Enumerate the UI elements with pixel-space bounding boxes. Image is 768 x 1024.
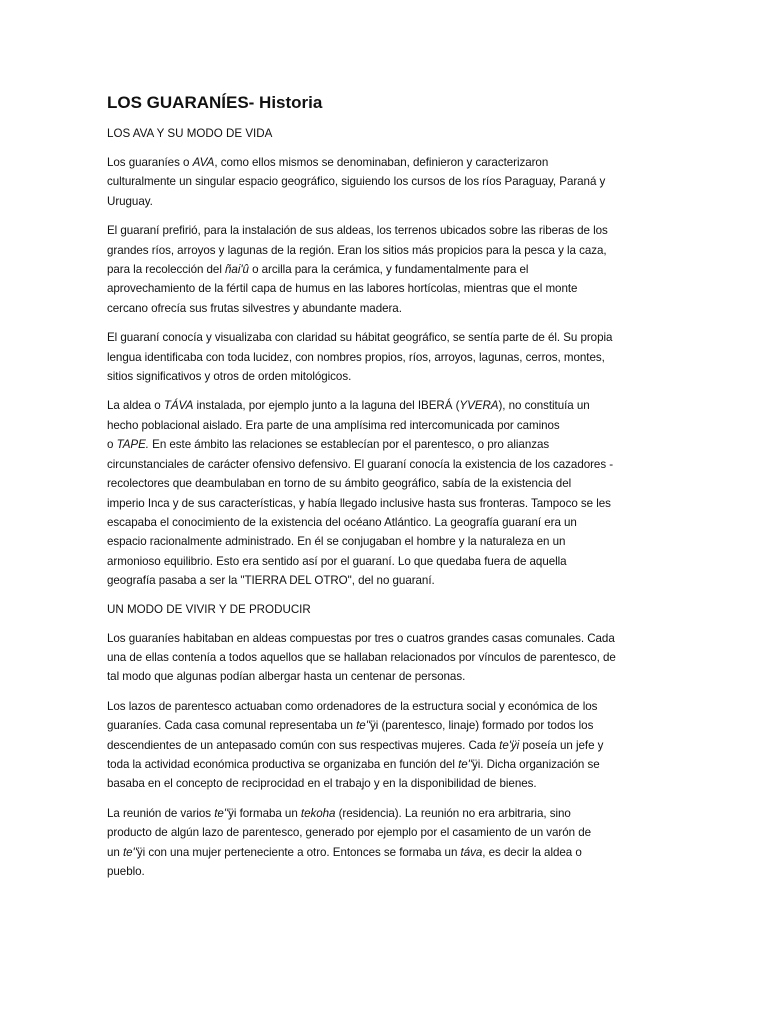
paragraph: [107, 629, 663, 687]
text-run: ), no constituía un: [498, 399, 590, 413]
text-run: cercano ofrecía sus frutas silvestres y abundante madera.: [107, 301, 402, 315]
text-line: [107, 697, 663, 716]
text-run: Los guaraníes o: [107, 156, 193, 169]
text-line: [107, 716, 663, 735]
text-line: [107, 755, 663, 774]
text-run: producto de algún lazo de parentesco, generado por ejemplo por el casamiento de un varón de: [107, 826, 592, 840]
text-run: ÿi con una mujer perteneciente a otro. Entonces se formaba un: [136, 845, 461, 859]
text-run: para la recolección del: [107, 263, 226, 277]
text-run: o arcilla para la cerámica, y fundamentalmente para el: [248, 263, 529, 277]
italic-term: TÁVA: [163, 399, 194, 413]
text-line: [107, 260, 663, 279]
text-run: pueblo.: [107, 865, 145, 878]
text-line: [107, 455, 663, 474]
text-line: [107, 532, 663, 551]
text-line: [107, 474, 663, 493]
text-line: [107, 221, 663, 240]
text-run: , es decir la aldea o: [482, 845, 582, 859]
text-run: escapaba el conocimiento de la existencia del océano Atlántico. La geografía guaraní era un: [107, 515, 577, 529]
text-run: instalada, por ejemplo junto a la laguna del IBERÁ (: [193, 399, 460, 413]
text-run: grandes ríos, arroyos y lagunas de la región. Eran los sitios más propicios para la pesca y la caza,: [107, 243, 607, 257]
text-line: [107, 513, 663, 532]
text-run: hecho poblacional aislado. Era parte de una amplísima red intercomunicada por caminos: [107, 418, 560, 432]
text-run: La reunión de varios: [107, 806, 215, 820]
text-line: [107, 367, 663, 386]
section-heading: LOS AVA Y SU MODO DE VIDA: [107, 127, 273, 140]
text-line: [107, 241, 663, 260]
text-line: [107, 153, 663, 172]
paragraph: [107, 396, 663, 590]
italic-term: tekoha: [300, 806, 336, 820]
text-run: lengua identificaba con toda lucidez, con nombres propios, ríos, arroyos, lagunas, cerros, montes,: [107, 350, 605, 364]
text-run: Los guaraníes habitaban en aldeas compuestas por tres o cuatros grandes casas comunales. Cada: [107, 631, 615, 645]
text-line: [107, 416, 663, 435]
section: [107, 601, 663, 882]
text-line: [107, 571, 663, 590]
text-run: una de ellas contenía a todos aquellos que se hallaban relacionados por vínculos de parentesco, de: [107, 650, 616, 664]
text-line: [107, 494, 663, 513]
text-line: [107, 843, 663, 862]
text-run: El guaraní conocía y visualizaba con claridad su hábitat geográfico, se sentía parte de él. Su propia: [107, 331, 613, 345]
text-line: [107, 862, 663, 881]
text-line: [107, 823, 663, 842]
text-line: [107, 279, 663, 298]
paragraph: [107, 804, 663, 882]
text-line: [107, 667, 663, 686]
text-run: En este ámbito las relaciones se establecían por el parentesco, o pro alianzas: [148, 438, 550, 452]
italic-term: TAPE.: [116, 438, 149, 452]
text-run: un: [107, 845, 123, 859]
text-run: imperio Inca y de sus características, y había llegado inclusive hasta sus fronteras. Tampoco se les: [107, 496, 611, 510]
text-run: , como ellos mismos se denominaban, definieron y caracterizaron: [214, 156, 549, 169]
text-run: ÿi (parentesco, linaje) formado por todos los: [370, 719, 594, 733]
text-run: circunstanciales de carácter ofensivo defensivo. El guaraní conocía la existencia de los cazadores -: [107, 457, 614, 471]
text-line: [107, 629, 663, 648]
italic-term: te'': [214, 806, 229, 820]
text-line: [107, 774, 663, 793]
text-run: aprovechamiento de la fértil capa de humus en las labores hortícolas, mientras que el monte: [107, 282, 578, 296]
text-run: descendientes de un antepasado común con sus respectivas mujeres. Cada: [107, 738, 500, 752]
text-run: ÿi formaba un: [228, 806, 301, 820]
italic-term: te'': [458, 757, 472, 771]
text-run: Los lazos de parentesco actuaban como ordenadores de la estructura social y económica de los: [107, 699, 598, 713]
italic-term: te'': [122, 845, 137, 859]
italic-term: AVA: [192, 156, 215, 169]
text-run: basaba en el concepto de reciprocidad en el trabajo y en la disponibilidad de bienes.: [107, 777, 537, 791]
text-run: geografía pasaba a ser la "TIERRA DEL OTRO", del no guaraní.: [107, 574, 435, 588]
text-line: [107, 435, 663, 454]
text-run: poseía un jefe y: [519, 738, 604, 752]
text-line: [107, 328, 663, 347]
text-run: espacio racionalmente administrado. En él se conjugaban el hombre y la naturaleza en un: [107, 535, 566, 549]
document-title: LOS GUARANÍES- Historia: [107, 93, 323, 112]
italic-term: táva: [460, 845, 483, 859]
italic-term: ñai'û: [225, 263, 249, 277]
italic-term: YVERA: [459, 399, 499, 413]
paragraph: [107, 328, 663, 386]
paragraph: [107, 697, 663, 794]
text-run: culturalmente un singular espacio geográfico, siguiendo los cursos de los ríos Paraguay, Paraná y: [107, 175, 606, 189]
text-line: [107, 348, 663, 367]
text-line: [107, 552, 663, 571]
document-page: [107, 92, 663, 891]
text-line: [107, 736, 663, 755]
text-line: [107, 299, 663, 318]
paragraph: [107, 153, 663, 211]
text-run: o: [107, 438, 117, 452]
italic-term: te'ÿi: [499, 738, 520, 752]
text-run: toda la actividad económica productiva se organizaba en función del: [107, 757, 459, 771]
section-heading: UN MODO DE VIVIR Y DE PRODUCIR: [107, 602, 311, 616]
paragraph: [107, 221, 663, 318]
text-run: El guaraní prefirió, para la instalación de sus aldeas, los terrenos ubicados sobre las riberas de los: [107, 224, 608, 238]
italic-term: te'': [356, 719, 371, 733]
section: [107, 125, 663, 591]
text-run: armonioso equilibrio. Esto era sentido así por el guaraní. Lo que quedaba fuera de aquella: [107, 554, 567, 568]
text-run: ÿi. Dicha organización se: [472, 757, 600, 771]
text-run: Uruguay.: [107, 194, 153, 208]
text-line: [107, 648, 663, 667]
text-run: La aldea o: [107, 399, 164, 413]
text-run: recolectores que deambulaban en torno de su ámbito geográfico, sabía de la existencia del: [107, 477, 572, 491]
text-line: [107, 172, 663, 191]
text-line: [107, 192, 663, 211]
text-run: sitios significativos y otros de orden mitológicos.: [107, 370, 352, 384]
text-line: [107, 396, 663, 415]
text-run: tal modo que algunas podían albergar hasta un centenar de personas.: [107, 670, 466, 684]
text-run: (residencia). La reunión no era arbitraria, sino: [335, 806, 571, 820]
text-run: guaraníes. Cada casa comunal representaba un: [107, 719, 357, 733]
document-body: [107, 125, 663, 881]
text-line: [107, 804, 663, 823]
